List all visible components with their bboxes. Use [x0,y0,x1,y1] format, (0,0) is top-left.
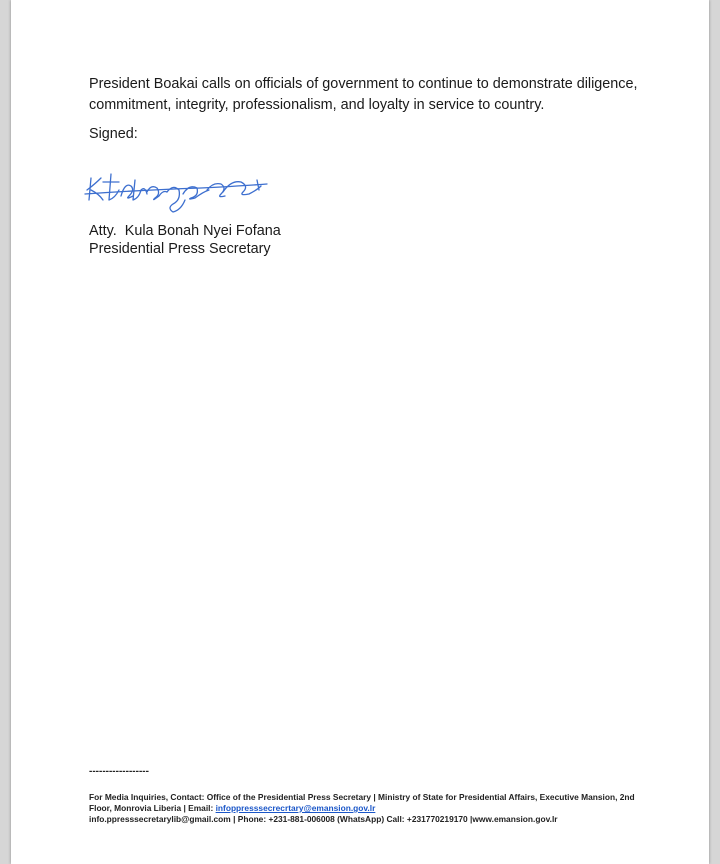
signer-block [89,222,281,258]
statement-paragraph: President Boakai calls on officials of government to continue to demonstrate diligence, commitment, integrity, professionalism, and loyalty in service to country. [89,76,638,113]
handwritten-signature [81,160,271,214]
footer-contact [89,792,649,825]
footer-divider: ------------------ [89,766,149,777]
signer-title: Presidential Press Secretary [89,241,271,257]
footer-email-link[interactable]: infoppresssecrecrtary@emansion.gov.lr [215,803,376,813]
viewer-right-margin [709,0,720,864]
document-page [11,0,709,864]
signer-name: Atty. Kula Bonah Nyei Fofana [89,223,281,239]
signed-label: Signed: [89,126,138,142]
footer-contact-line2: info.ppresssecretarylib@gmail.com | Phone: +231-881-006008 (WhatsApp) Call: +231770219170 |www.emansion.gov.lr [89,814,558,824]
viewer-left-margin [0,0,11,864]
footer-contact-text: For Media Inquiries, Contact: Office of the Presidential Press Secretary | Ministry of State for Presidential Affairs, Executive Mansion, 2nd Floor, Monrovia Liberia | Email: [89,792,635,813]
